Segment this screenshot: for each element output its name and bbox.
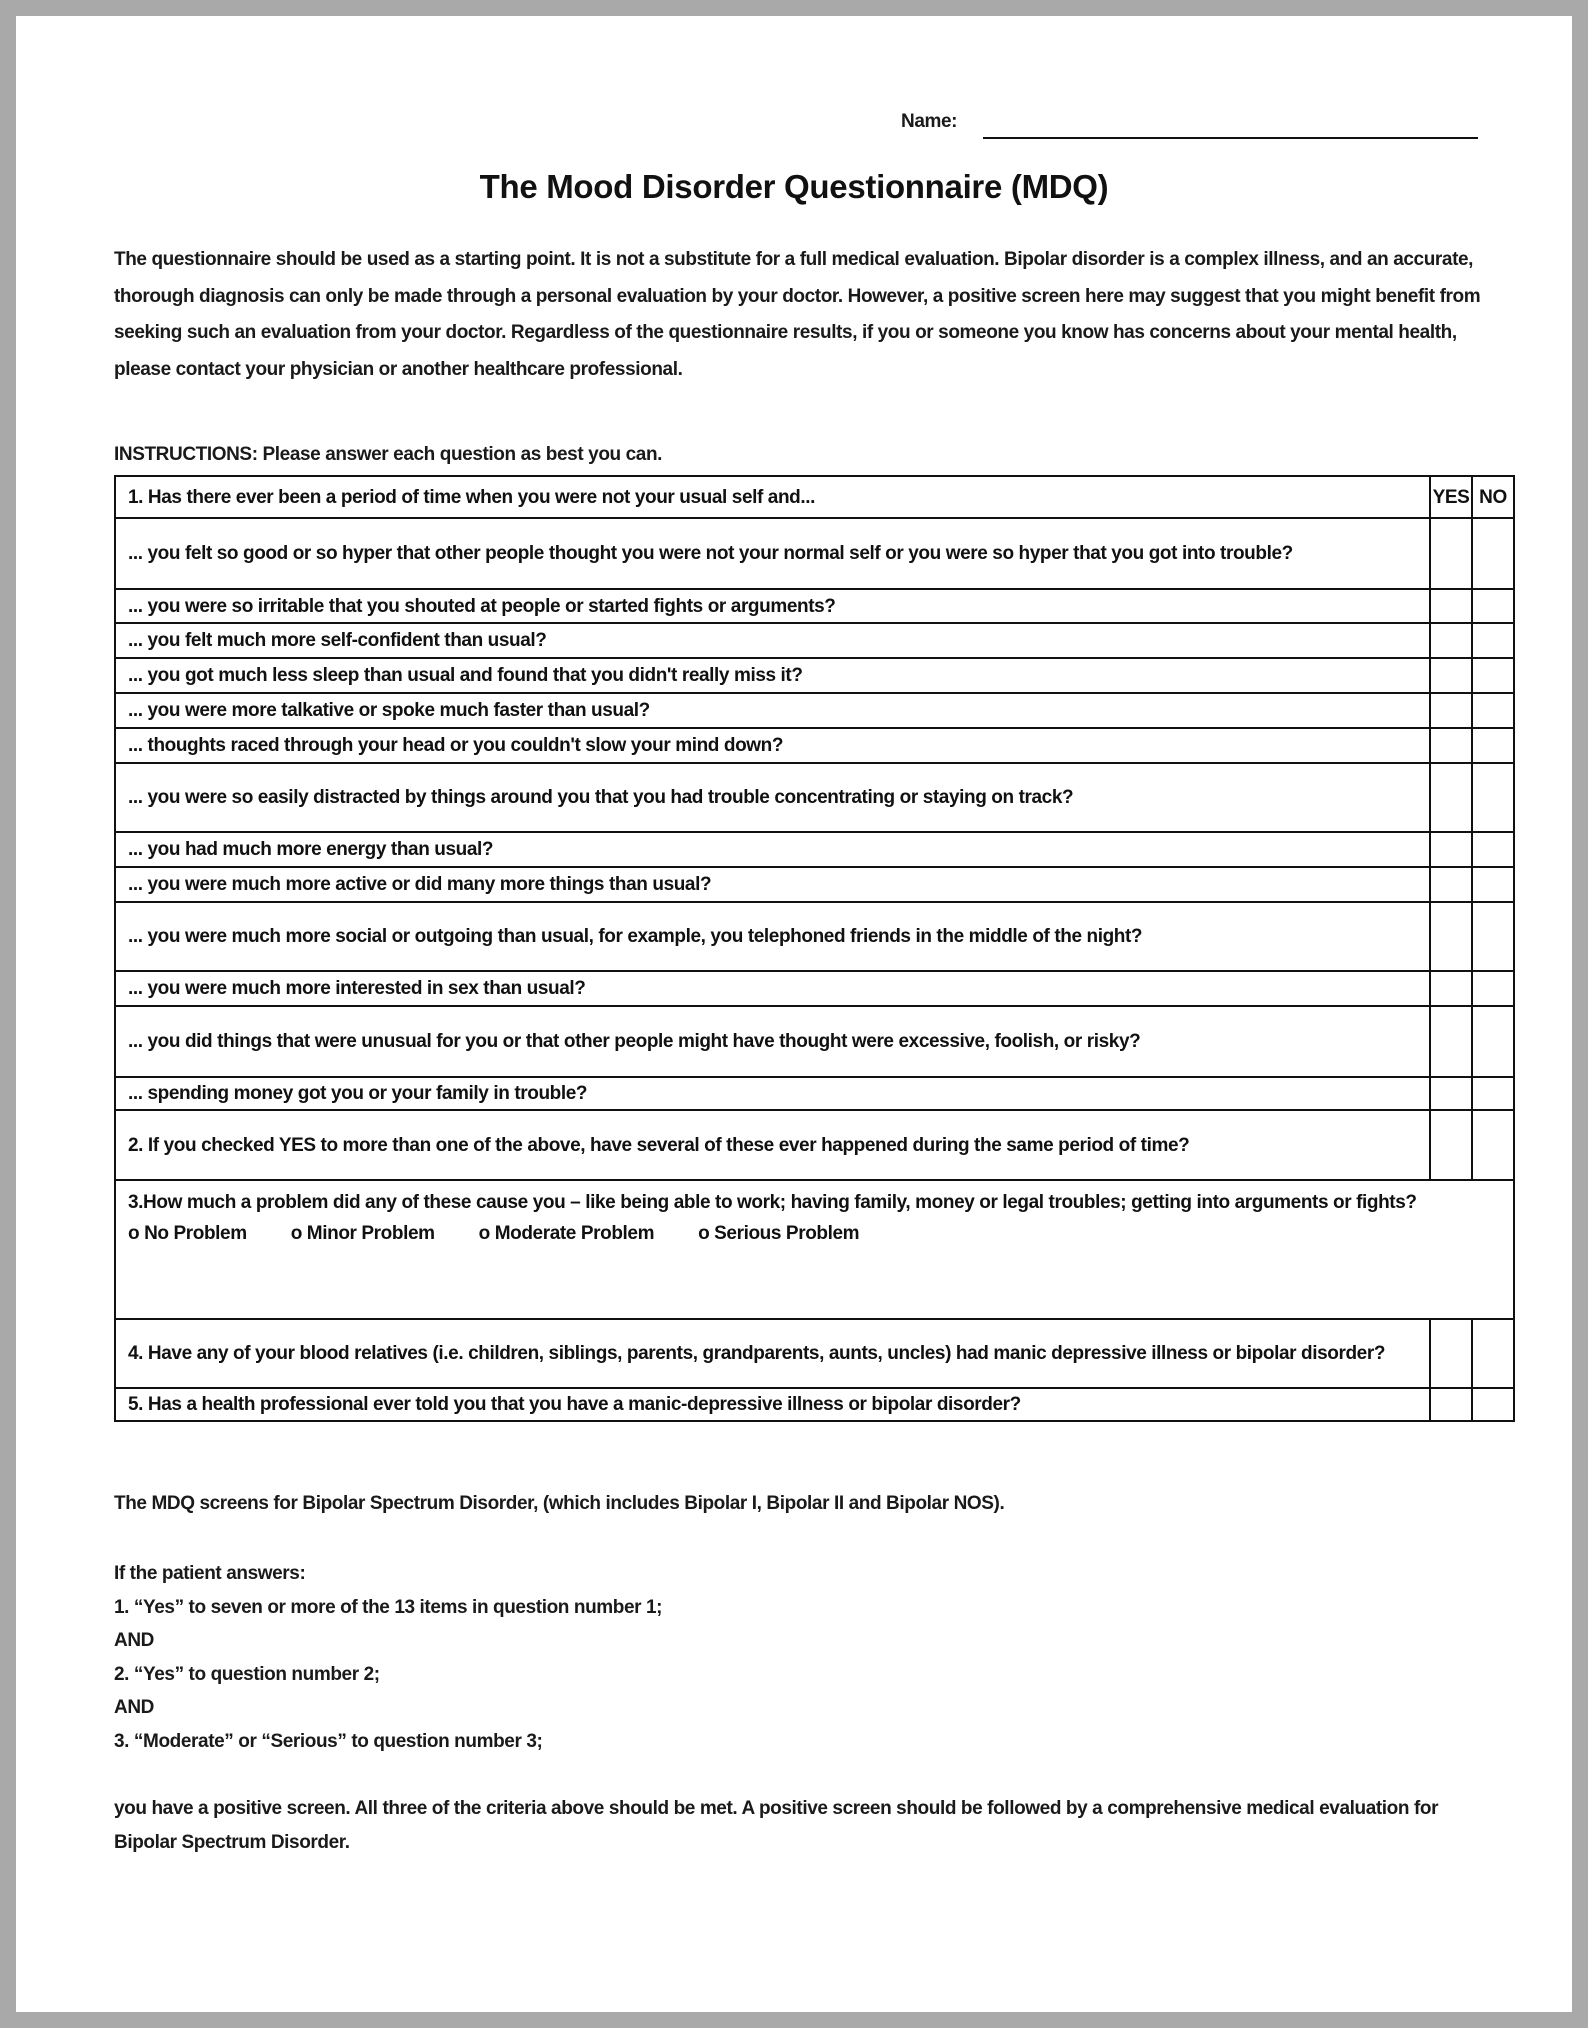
- question-5: 5. Has a health professional ever told you that you have a manic-depressive illness or bipolar disorder?: [115, 1388, 1430, 1421]
- table-row: [115, 623, 1514, 658]
- question-2: 2. If you checked YES to more than one of the above, have several of these ever happened during the same period of time?: [115, 1110, 1430, 1180]
- criterion-1: 1. “Yes” to seven or more of the 13 items in question number 1;: [114, 1596, 663, 1618]
- question-3-text: 3.How much a problem did any of these cause you – like being able to work; having family, money or legal troubles; getting into arguments or fights?: [128, 1192, 1417, 1213]
- yes-checkbox[interactable]: [1430, 693, 1472, 728]
- yes-checkbox[interactable]: [1430, 623, 1472, 658]
- yes-checkbox[interactable]: [1430, 832, 1472, 867]
- table-row: [115, 1006, 1514, 1077]
- yes-checkbox[interactable]: [1430, 1077, 1472, 1110]
- table-row: [115, 518, 1514, 589]
- screens-note: The MDQ screens for Bipolar Spectrum Disorder, (which includes Bipolar I, Bipolar II and Bipolar NOS).: [114, 1493, 1005, 1514]
- yes-checkbox[interactable]: [1430, 971, 1472, 1006]
- table-row: [115, 1388, 1514, 1421]
- criterion-3: 3. “Moderate” or “Serious” to question number 3;: [114, 1730, 543, 1752]
- table-row: [115, 476, 1514, 518]
- table-row: [115, 902, 1514, 971]
- question-1-item: ... you were so irritable that you shouted at people or started fights or arguments?: [115, 589, 1430, 623]
- question-1-item: ... you did things that were unusual for you or that other people might have thought were excessive, foolish, or risky?: [115, 1006, 1430, 1077]
- question-1: 1. Has there ever been a period of time when you were not your usual self and...: [115, 476, 1430, 518]
- no-checkbox[interactable]: [1472, 1077, 1514, 1110]
- no-checkbox[interactable]: [1472, 1388, 1514, 1421]
- severity-option[interactable]: o Serious Problem: [698, 1223, 860, 1244]
- criteria-block: [114, 1557, 662, 1758]
- yes-checkbox[interactable]: [1430, 867, 1472, 902]
- no-checkbox[interactable]: [1472, 623, 1514, 658]
- severity-option[interactable]: o No Problem: [128, 1223, 247, 1244]
- and-2: AND: [114, 1697, 154, 1718]
- name-label: Name:: [901, 111, 958, 132]
- and-1: AND: [114, 1630, 154, 1651]
- final-paragraph: you have a positive screen. All three of the criteria above should be met. A positive screen should be followed by a comprehensive medical evaluation for Bipolar Spectrum Disorder.: [114, 1798, 1439, 1853]
- table-row: [115, 728, 1514, 763]
- no-checkbox[interactable]: [1472, 658, 1514, 693]
- yes-checkbox[interactable]: [1430, 1319, 1472, 1388]
- table-row: [115, 763, 1514, 832]
- question-1-item: ... you had much more energy than usual?: [115, 832, 1430, 867]
- question-1-item: ... thoughts raced through your head or you couldn't slow your mind down?: [115, 728, 1430, 763]
- yes-checkbox[interactable]: [1430, 1006, 1472, 1077]
- no-checkbox[interactable]: [1472, 693, 1514, 728]
- yes-checkbox[interactable]: [1430, 1110, 1472, 1180]
- yes-checkbox[interactable]: [1430, 763, 1472, 832]
- no-checkbox[interactable]: [1472, 1006, 1514, 1077]
- yes-checkbox[interactable]: [1430, 728, 1472, 763]
- name-field[interactable]: [983, 137, 1478, 139]
- criteria-heading: If the patient answers:: [114, 1563, 306, 1584]
- yes-checkbox[interactable]: [1430, 1388, 1472, 1421]
- no-checkbox[interactable]: [1472, 1110, 1514, 1180]
- question-1-item: ... you were much more social or outgoing than usual, for example, you telephoned friends in the middle of the night?: [115, 902, 1430, 971]
- no-checkbox[interactable]: [1472, 728, 1514, 763]
- intro-paragraph: The questionnaire should be used as a starting point. It is not a substitute for a full medical evaluation. Bipolar disorder is a complex illness, and an accurate, thorough diagnosis can only be made through a personal evaluation by your doctor. However, a positive screen here may suggest that you might benefit from seeking such an evaluation from your doctor. Regardless of the questionnaire results, if you or someone you know has concerns about your mental health, please contact your physician or another healthcare professional.: [114, 249, 1481, 380]
- page-title: The Mood Disorder Questionnaire (MDQ): [479, 168, 1109, 205]
- no-checkbox[interactable]: [1472, 1319, 1514, 1388]
- question-1-item: ... you felt so good or so hyper that other people thought you were not your normal self or you were so hyper that you got into trouble?: [115, 518, 1430, 589]
- table-row: [115, 832, 1514, 867]
- no-checkbox[interactable]: [1472, 971, 1514, 1006]
- question-1-item: ... you were more talkative or spoke much faster than usual?: [115, 693, 1430, 728]
- question-3: [115, 1180, 1514, 1319]
- table-row: [115, 693, 1514, 728]
- table-row: [115, 971, 1514, 1006]
- question-4: 4. Have any of your blood relatives (i.e. children, siblings, parents, grandparents, aunts, uncles) had manic depressive illness or bipolar disorder?: [115, 1319, 1430, 1388]
- yes-checkbox[interactable]: [1430, 589, 1472, 623]
- questionnaire-table: [114, 475, 1515, 1422]
- question-1-item: ... you were much more interested in sex than usual?: [115, 971, 1430, 1006]
- question-1-item: ... you were so easily distracted by things around you that you had trouble concentrating or staying on track?: [115, 763, 1430, 832]
- no-checkbox[interactable]: [1472, 763, 1514, 832]
- instructions: INSTRUCTIONS: Please answer each question as best you can.: [114, 444, 663, 465]
- table-row: [115, 1180, 1514, 1319]
- no-checkbox[interactable]: [1472, 867, 1514, 902]
- no-checkbox[interactable]: [1472, 589, 1514, 623]
- document-page: [16, 16, 1572, 2012]
- yes-checkbox[interactable]: [1430, 658, 1472, 693]
- severity-option[interactable]: o Minor Problem: [290, 1223, 435, 1244]
- table-row: [115, 589, 1514, 623]
- yes-checkbox[interactable]: [1430, 902, 1472, 971]
- table-row: [115, 658, 1514, 693]
- table-row: [115, 867, 1514, 902]
- table-row: [115, 1319, 1514, 1388]
- no-checkbox[interactable]: [1472, 902, 1514, 971]
- yes-header: YES: [1430, 476, 1472, 518]
- table-row: [115, 1077, 1514, 1110]
- question-3-options: [128, 1218, 1501, 1249]
- question-1-item: ... you felt much more self-confident than usual?: [115, 623, 1430, 658]
- no-header: NO: [1472, 476, 1514, 518]
- no-checkbox[interactable]: [1472, 832, 1514, 867]
- question-1-item: ... you got much less sleep than usual and found that you didn't really miss it?: [115, 658, 1430, 693]
- question-1-item: ... spending money got you or your family in trouble?: [115, 1077, 1430, 1110]
- severity-option[interactable]: o Moderate Problem: [478, 1223, 655, 1244]
- yes-checkbox[interactable]: [1430, 518, 1472, 589]
- criterion-2: 2. “Yes” to question number 2;: [114, 1663, 380, 1685]
- table-row: [115, 1110, 1514, 1180]
- question-1-item: ... you were much more active or did many more things than usual?: [115, 867, 1430, 902]
- no-checkbox[interactable]: [1472, 518, 1514, 589]
